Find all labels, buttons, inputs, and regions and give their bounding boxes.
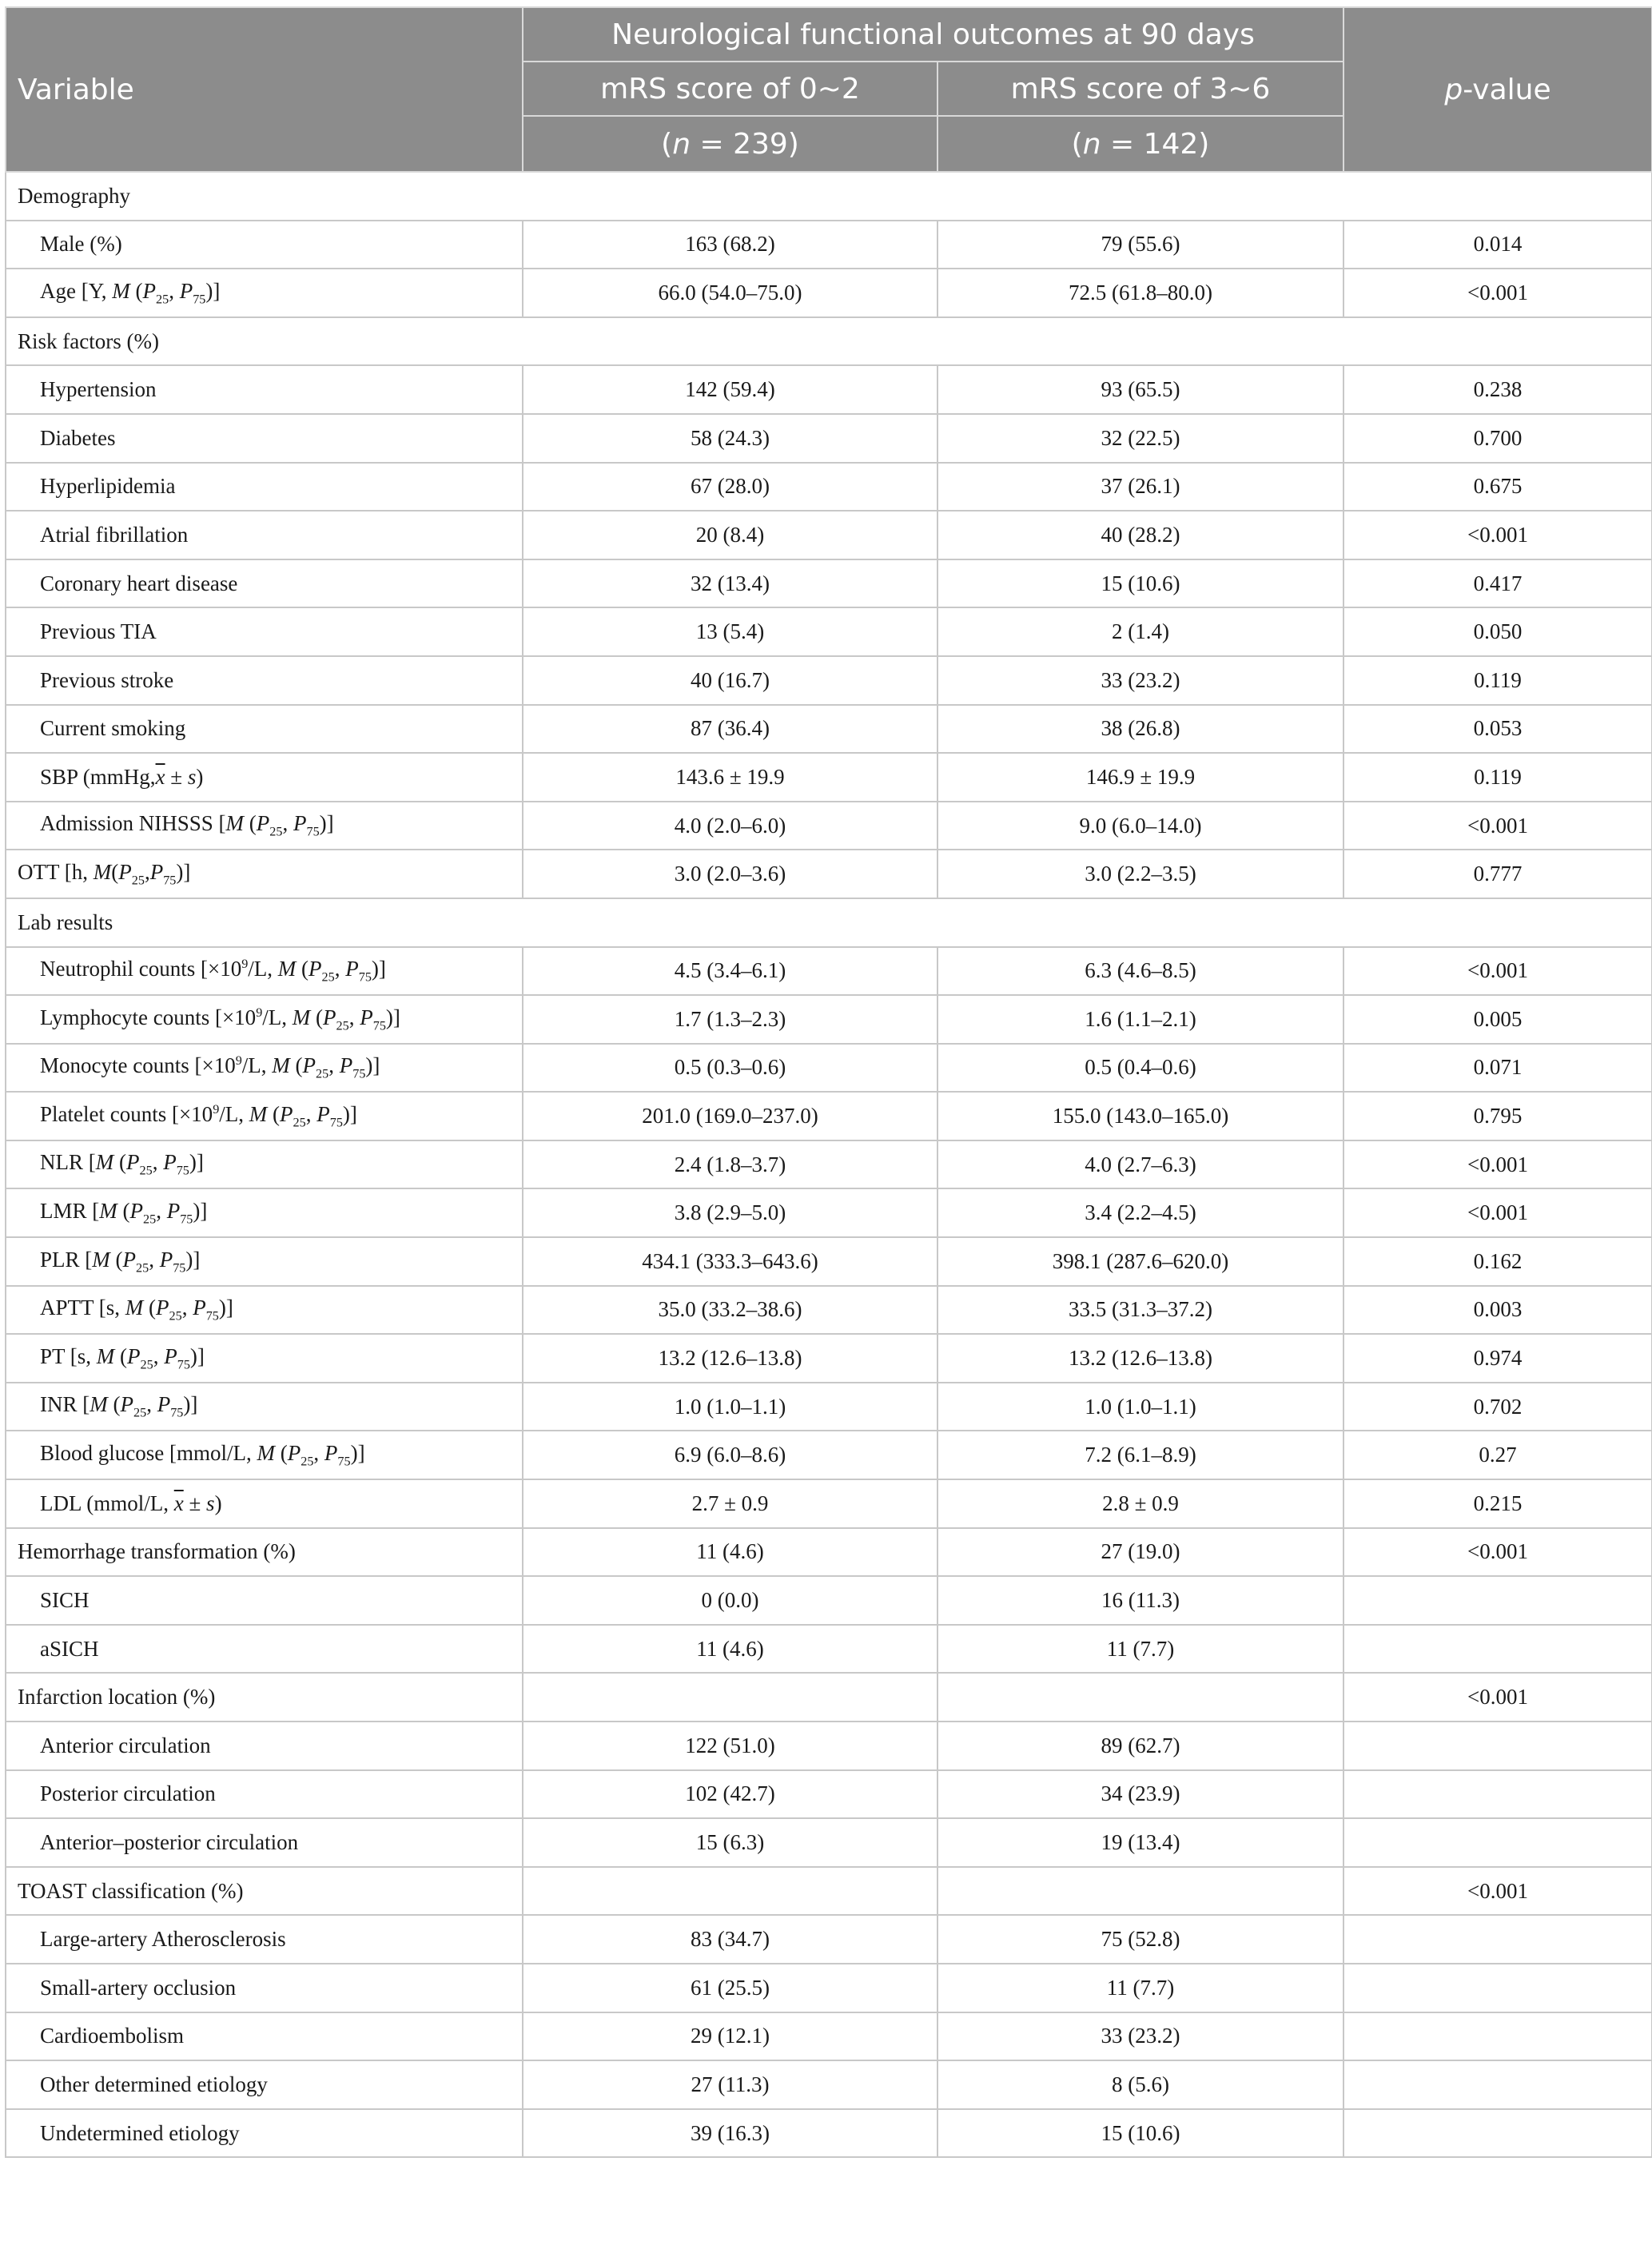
table-row bbox=[6, 1722, 1652, 1770]
header-pvalue: p-value bbox=[1343, 7, 1652, 172]
cell-pvalue bbox=[1343, 1915, 1652, 1964]
cell-group-a: 15 (6.3) bbox=[523, 1818, 937, 1867]
cell-group-b: 79 (55.6) bbox=[937, 221, 1343, 269]
cell-group-b: 33 (23.2) bbox=[937, 2012, 1343, 2061]
cell-group-a: 143.6 ± 19.9 bbox=[523, 753, 937, 802]
cell-pvalue bbox=[1343, 1770, 1652, 1819]
row-label: Age [Y, M ($P_{25}$, $P_{75}$)] bbox=[6, 269, 523, 317]
table-row bbox=[6, 607, 1652, 656]
table-row bbox=[6, 850, 1652, 898]
header-col1-title: mRS score of 0~2 bbox=[523, 62, 937, 116]
cell-group-b: 4.0 (2.7–6.3) bbox=[937, 1140, 1343, 1189]
row-label: Anterior–posterior circulation bbox=[6, 1818, 523, 1867]
cell-pvalue: <0.001 bbox=[1343, 511, 1652, 559]
table-row bbox=[6, 2012, 1652, 2061]
cell-pvalue: 0.119 bbox=[1343, 753, 1652, 802]
table-row bbox=[6, 1237, 1652, 1286]
row-label: Other determined etiology bbox=[6, 2060, 523, 2109]
cell-group-b: 33.5 (31.3–37.2) bbox=[937, 1286, 1343, 1335]
cell-group-a: 35.0 (33.2–38.6) bbox=[523, 1286, 937, 1335]
cell-group-a: 66.0 (54.0–75.0) bbox=[523, 269, 937, 317]
table-row bbox=[6, 1044, 1652, 1093]
table-row bbox=[6, 317, 1652, 366]
cell-pvalue: <0.001 bbox=[1343, 1528, 1652, 1577]
row-label: Hyperlipidemia bbox=[6, 463, 523, 511]
table-row bbox=[6, 898, 1652, 947]
table-row bbox=[6, 1383, 1652, 1431]
cell-group-a: 102 (42.7) bbox=[523, 1770, 937, 1819]
cell-group-b: 155.0 (143.0–165.0) bbox=[937, 1092, 1343, 1140]
row-label: PT [s, M ($P_{25}$, $P_{75}$)] bbox=[6, 1334, 523, 1383]
table-row bbox=[6, 753, 1652, 802]
row-label: LMR [M ($P_{25}$, $P_{75}$)] bbox=[6, 1188, 523, 1237]
row-label: OTT [h, $M(P_{25},P_{75})$] bbox=[6, 850, 523, 898]
row-label: Coronary heart disease bbox=[6, 559, 523, 608]
cell-group-b: 3.0 (2.2–3.5) bbox=[937, 850, 1343, 898]
cell-pvalue bbox=[1343, 1576, 1652, 1625]
cell-pvalue bbox=[1343, 2012, 1652, 2061]
row-label: APTT [s, M ($P_{25}$, $P_{75}$)] bbox=[6, 1286, 523, 1335]
cell-group-a: 87 (36.4) bbox=[523, 705, 937, 754]
cell-group-a: 39 (16.3) bbox=[523, 2109, 937, 2158]
table-row bbox=[6, 1964, 1652, 2012]
table-row bbox=[6, 1528, 1652, 1577]
row-label: TOAST classification (%) bbox=[6, 1867, 523, 1916]
row-label: Blood glucose [mmol/L, M ($P_{25}$, $P_{75}$)] bbox=[6, 1431, 523, 1479]
cell-pvalue: 0.675 bbox=[1343, 463, 1652, 511]
cell-group-a: 163 (68.2) bbox=[523, 221, 937, 269]
cell-pvalue: 0.050 bbox=[1343, 607, 1652, 656]
cell-group-b: 9.0 (6.0–14.0) bbox=[937, 802, 1343, 850]
row-label: PLR [M ($P_{25}$, $P_{75}$)] bbox=[6, 1237, 523, 1286]
table-row bbox=[6, 172, 1652, 221]
cell-group-a: 2.7 ± 0.9 bbox=[523, 1479, 937, 1528]
table-row bbox=[6, 1334, 1652, 1383]
row-label: Neutrophil counts [$\times 10^9/L$, M ($P_{25}$, $P_{75}$)] bbox=[6, 947, 523, 996]
table-row bbox=[6, 269, 1652, 317]
cell-group-a: 83 (34.7) bbox=[523, 1915, 937, 1964]
cell-group-b: 1.6 (1.1–2.1) bbox=[937, 995, 1343, 1044]
cell-pvalue: <0.001 bbox=[1343, 269, 1652, 317]
cell-group-a: 2.4 (1.8–3.7) bbox=[523, 1140, 937, 1189]
table-row bbox=[6, 1431, 1652, 1479]
cell-pvalue: 0.215 bbox=[1343, 1479, 1652, 1528]
row-label: Infarction location (%) bbox=[6, 1673, 523, 1722]
cell-group-a: 11 (4.6) bbox=[523, 1625, 937, 1674]
header-col1-n: (n = 239) bbox=[523, 116, 937, 172]
cell-group-b: 93 (65.5) bbox=[937, 365, 1343, 414]
cell-pvalue: 0.974 bbox=[1343, 1334, 1652, 1383]
cell-group-b: 6.3 (4.6–8.5) bbox=[937, 947, 1343, 996]
row-label: Previous stroke bbox=[6, 656, 523, 705]
table-row bbox=[6, 1915, 1652, 1964]
row-label: Large-artery Atherosclerosis bbox=[6, 1915, 523, 1964]
row-label: Small-artery occlusion bbox=[6, 1964, 523, 2012]
cell-group-b bbox=[937, 1673, 1343, 1722]
cell-pvalue bbox=[1343, 1722, 1652, 1770]
row-label: SICH bbox=[6, 1576, 523, 1625]
row-label: Current smoking bbox=[6, 705, 523, 754]
cell-pvalue: <0.001 bbox=[1343, 947, 1652, 996]
row-label: Diabetes bbox=[6, 414, 523, 463]
cell-group-b: 2 (1.4) bbox=[937, 607, 1343, 656]
cell-group-a: 434.1 (333.3–643.6) bbox=[523, 1237, 937, 1286]
cell-pvalue bbox=[1343, 2060, 1652, 2109]
cell-group-b: 27 (19.0) bbox=[937, 1528, 1343, 1577]
cell-pvalue: 0.071 bbox=[1343, 1044, 1652, 1093]
cell-pvalue: 0.795 bbox=[1343, 1092, 1652, 1140]
cell-group-a: 20 (8.4) bbox=[523, 511, 937, 559]
cell-group-a: 32 (13.4) bbox=[523, 559, 937, 608]
cell-group-b: 15 (10.6) bbox=[937, 559, 1343, 608]
table-header bbox=[6, 7, 1652, 172]
cell-pvalue: 0.702 bbox=[1343, 1383, 1652, 1431]
cell-group-b: 8 (5.6) bbox=[937, 2060, 1343, 2109]
table-row bbox=[6, 1673, 1652, 1722]
table-row bbox=[6, 221, 1652, 269]
cell-group-a: 4.5 (3.4–6.1) bbox=[523, 947, 937, 996]
row-label: Hemorrhage transformation (%) bbox=[6, 1528, 523, 1577]
cell-group-b: 11 (7.7) bbox=[937, 1625, 1343, 1674]
cell-group-a: 67 (28.0) bbox=[523, 463, 937, 511]
table-row bbox=[6, 1140, 1652, 1189]
cell-group-b: 72.5 (61.8–80.0) bbox=[937, 269, 1343, 317]
cell-pvalue: 0.119 bbox=[1343, 656, 1652, 705]
row-label: Atrial fibrillation bbox=[6, 511, 523, 559]
cell-group-a: 27 (11.3) bbox=[523, 2060, 937, 2109]
cell-group-b: 11 (7.7) bbox=[937, 1964, 1343, 2012]
row-label: SBP $(mmHg,\overline{x} \pm s)$ bbox=[6, 753, 523, 802]
cell-group-b: 1.0 (1.0–1.1) bbox=[937, 1383, 1343, 1431]
cell-pvalue: 0.005 bbox=[1343, 995, 1652, 1044]
cell-group-a bbox=[523, 1867, 937, 1916]
cell-group-b: 15 (10.6) bbox=[937, 2109, 1343, 2158]
cell-group-a: 13.2 (12.6–13.8) bbox=[523, 1334, 937, 1383]
row-label: Male (%) bbox=[6, 221, 523, 269]
cell-pvalue: 0.777 bbox=[1343, 850, 1652, 898]
cell-pvalue: 0.162 bbox=[1343, 1237, 1652, 1286]
cell-pvalue: <0.001 bbox=[1343, 1673, 1652, 1722]
cell-group-a: 58 (24.3) bbox=[523, 414, 937, 463]
cell-group-a: 3.0 (2.0–3.6) bbox=[523, 850, 937, 898]
cell-pvalue: 0.238 bbox=[1343, 365, 1652, 414]
table-body bbox=[6, 172, 1652, 2157]
cell-group-b: 7.2 (6.1–8.9) bbox=[937, 1431, 1343, 1479]
table-row bbox=[6, 414, 1652, 463]
cell-group-a: 122 (51.0) bbox=[523, 1722, 937, 1770]
row-label: NLR [M ($P_{25}$, $P_{75}$)] bbox=[6, 1140, 523, 1189]
cell-group-b: 0.5 (0.4–0.6) bbox=[937, 1044, 1343, 1093]
table-row bbox=[6, 705, 1652, 754]
table-row bbox=[6, 1092, 1652, 1140]
table-row bbox=[6, 947, 1652, 996]
row-label: Cardioembolism bbox=[6, 2012, 523, 2061]
cell-group-b: 34 (23.9) bbox=[937, 1770, 1343, 1819]
cell-group-a: 40 (16.7) bbox=[523, 656, 937, 705]
section-label: Risk factors (%) bbox=[6, 317, 523, 366]
row-label: Previous TIA bbox=[6, 607, 523, 656]
table-row bbox=[6, 463, 1652, 511]
table-row bbox=[6, 1576, 1652, 1625]
row-label: aSICH bbox=[6, 1625, 523, 1674]
cell-group-a: 142 (59.4) bbox=[523, 365, 937, 414]
cell-pvalue: <0.001 bbox=[1343, 1140, 1652, 1189]
cell-group-a: 13 (5.4) bbox=[523, 607, 937, 656]
outcomes-table bbox=[5, 6, 1652, 2158]
table-row bbox=[6, 1188, 1652, 1237]
header-variable: Variable bbox=[6, 7, 523, 172]
table-row bbox=[6, 559, 1652, 608]
header-col2-n: (n = 142) bbox=[937, 116, 1343, 172]
cell-pvalue: 0.700 bbox=[1343, 414, 1652, 463]
row-label: INR [M ($P_{25}$, $P_{75}$)] bbox=[6, 1383, 523, 1431]
row-label: Platelet counts [$\times 10^9/L$, M ($P_{25}$, $P_{75}$)] bbox=[6, 1092, 523, 1140]
cell-group-b: 13.2 (12.6–13.8) bbox=[937, 1334, 1343, 1383]
results-table-container bbox=[5, 6, 1651, 2158]
table-row bbox=[6, 802, 1652, 850]
cell-pvalue bbox=[1343, 1964, 1652, 2012]
table-row bbox=[6, 2060, 1652, 2109]
cell-group-b: 19 (13.4) bbox=[937, 1818, 1343, 1867]
cell-group-a bbox=[523, 1673, 937, 1722]
row-label: LDL (mmol/L, $\overline{x} \pm s$) bbox=[6, 1479, 523, 1528]
row-label: Monocyte counts [$\times 10^9/L$, M ($P_{25}$, $P_{75}$)] bbox=[6, 1044, 523, 1093]
table-row bbox=[6, 995, 1652, 1044]
table-row bbox=[6, 2109, 1652, 2158]
row-label: Undetermined etiology bbox=[6, 2109, 523, 2158]
table-row bbox=[6, 365, 1652, 414]
cell-group-b: 32 (22.5) bbox=[937, 414, 1343, 463]
cell-pvalue: 0.27 bbox=[1343, 1431, 1652, 1479]
cell-group-a: 4.0 (2.0–6.0) bbox=[523, 802, 937, 850]
cell-group-b: 16 (11.3) bbox=[937, 1576, 1343, 1625]
cell-pvalue bbox=[1343, 2109, 1652, 2158]
cell-pvalue: 0.417 bbox=[1343, 559, 1652, 608]
cell-group-b bbox=[937, 1867, 1343, 1916]
row-label: Anterior circulation bbox=[6, 1722, 523, 1770]
cell-pvalue bbox=[1343, 1818, 1652, 1867]
row-label: Hypertension bbox=[6, 365, 523, 414]
header-group-title: Neurological functional outcomes at 90 days bbox=[523, 7, 1343, 62]
row-label: Lymphocyte counts [$\times 10^9/L$, M ($P_{25}$, $P_{75}$)] bbox=[6, 995, 523, 1044]
section-label: Lab results bbox=[6, 898, 523, 947]
table-row bbox=[6, 1867, 1652, 1916]
cell-group-a: 11 (4.6) bbox=[523, 1528, 937, 1577]
cell-group-b: 75 (52.8) bbox=[937, 1915, 1343, 1964]
cell-group-a: 29 (12.1) bbox=[523, 2012, 937, 2061]
cell-pvalue: <0.001 bbox=[1343, 802, 1652, 850]
cell-group-a: 1.7 (1.3–2.3) bbox=[523, 995, 937, 1044]
section-label: Demography bbox=[6, 172, 523, 221]
cell-group-b: 37 (26.1) bbox=[937, 463, 1343, 511]
cell-group-a: 201.0 (169.0–237.0) bbox=[523, 1092, 937, 1140]
cell-group-a: 0.5 (0.3–0.6) bbox=[523, 1044, 937, 1093]
table-row bbox=[6, 656, 1652, 705]
cell-pvalue: 0.003 bbox=[1343, 1286, 1652, 1335]
row-label: Posterior circulation bbox=[6, 1770, 523, 1819]
cell-pvalue bbox=[1343, 1625, 1652, 1674]
cell-group-b: 89 (62.7) bbox=[937, 1722, 1343, 1770]
table-row bbox=[6, 1770, 1652, 1819]
table-row bbox=[6, 1625, 1652, 1674]
table-row bbox=[6, 1818, 1652, 1867]
cell-group-a: 0 (0.0) bbox=[523, 1576, 937, 1625]
cell-pvalue: <0.001 bbox=[1343, 1867, 1652, 1916]
cell-group-b: 398.1 (287.6–620.0) bbox=[937, 1237, 1343, 1286]
table-row bbox=[6, 1479, 1652, 1528]
row-label: Admission NIHSSS [M ($P_{25}$, $P_{75}$)] bbox=[6, 802, 523, 850]
cell-group-b: 33 (23.2) bbox=[937, 656, 1343, 705]
cell-pvalue: 0.053 bbox=[1343, 705, 1652, 754]
cell-group-b: 2.8 ± 0.9 bbox=[937, 1479, 1343, 1528]
table-row bbox=[6, 511, 1652, 559]
cell-group-a: 1.0 (1.0–1.1) bbox=[523, 1383, 937, 1431]
cell-group-b: 38 (26.8) bbox=[937, 705, 1343, 754]
cell-group-a: 6.9 (6.0–8.6) bbox=[523, 1431, 937, 1479]
table-row bbox=[6, 1286, 1652, 1335]
cell-group-a: 3.8 (2.9–5.0) bbox=[523, 1188, 937, 1237]
header-col2-title: mRS score of 3~6 bbox=[937, 62, 1343, 116]
cell-pvalue: 0.014 bbox=[1343, 221, 1652, 269]
cell-group-b: 3.4 (2.2–4.5) bbox=[937, 1188, 1343, 1237]
cell-pvalue: <0.001 bbox=[1343, 1188, 1652, 1237]
cell-group-b: 146.9 ± 19.9 bbox=[937, 753, 1343, 802]
cell-group-b: 40 (28.2) bbox=[937, 511, 1343, 559]
cell-group-a: 61 (25.5) bbox=[523, 1964, 937, 2012]
